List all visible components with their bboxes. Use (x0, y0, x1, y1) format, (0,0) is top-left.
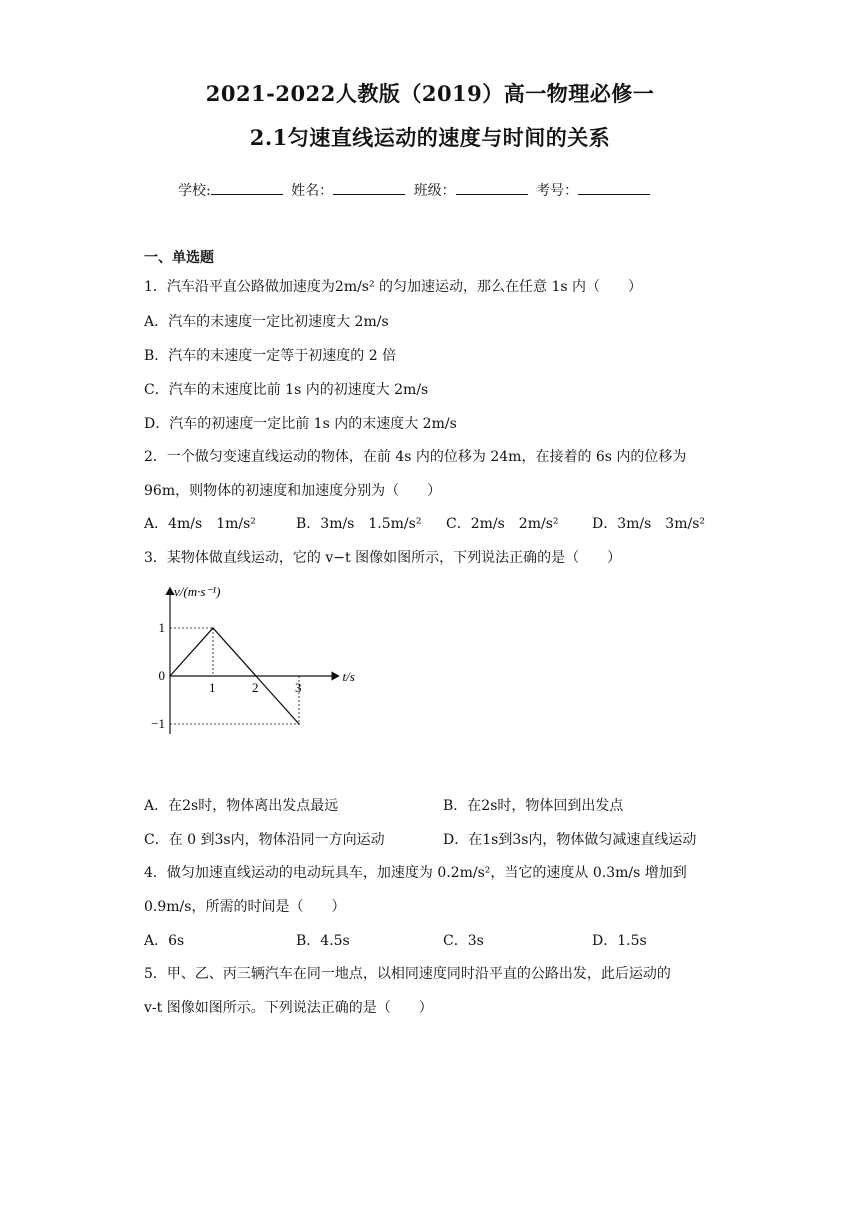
y-tick-label-2: −1 (151, 716, 165, 731)
school-label: 学校: (178, 183, 211, 199)
x-tick-label-1: 1 (209, 680, 216, 695)
class-blank[interactable] (456, 182, 528, 195)
class-label: 班级： (413, 183, 456, 199)
student-info-line (178, 180, 654, 200)
exam-number-label: 考号： (536, 183, 579, 199)
q1-option-a: A．汽车的末速度一定比初速度大 2m/s (144, 314, 389, 330)
y-axis-label: v/(m·s⁻¹) (174, 584, 221, 599)
q2-option-d: D．3m/s 3m/s² (592, 516, 706, 532)
x-tick-label-3: 3 (295, 680, 302, 695)
q1-option-d: D．汽车的初速度一定比前 1s 内的末速度大 2m/s (144, 416, 457, 432)
y-tick-label-1: 0 (158, 668, 165, 683)
q2-option-b: B．3m/s 1.5m/s² (296, 516, 422, 532)
document-subtitle: 2.1匀速直线运动的速度与时间的关系 (249, 125, 611, 150)
q3-stem: 3．某物体做直线运动，它的 v−t 图像如图所示，下列说法正确的是（ ） (144, 550, 622, 566)
q5-stem-line2: v-t 图像如图所示。下列说法正确的是（ ） (144, 1000, 433, 1016)
name-label: 姓名： (291, 183, 334, 199)
name-blank[interactable] (333, 182, 405, 195)
data-point-3 (298, 723, 300, 725)
data-point-0 (169, 675, 171, 677)
q3-option-a: A．在2s时，物体离出发点最远 (144, 798, 339, 814)
x-tick-label-2: 2 (252, 680, 259, 695)
school-blank[interactable] (211, 182, 283, 195)
document-title: 2021-2022人教版（2019）高一物理必修一 (205, 81, 655, 106)
q4-option-b: B．4.5s (296, 933, 350, 949)
q4-option-c: C．3s (443, 933, 484, 949)
q2-option-c: C．2m/s 2m/s² (446, 516, 559, 532)
q2-stem-line2: 96m，则物体的初速度和加速度分别为（ ） (144, 483, 442, 499)
q4-stem-line1: 4．做匀加速直线运动的电动玩具车，加速度为 0.2m/s²，当它的速度从 0.3m/s 增加到 (144, 865, 687, 881)
q3-option-d: D．在1s到3s内，物体做匀减速直线运动 (443, 832, 697, 848)
q4-stem-line2: 0.9m/s，所需的时间是（ ） (144, 899, 346, 915)
x-axis-label: t/s (342, 669, 355, 684)
section-title: 一、单选题 (144, 250, 214, 266)
q2-stem-line1: 2．一个做匀变速直线运动的物体，在前 4s 内的位移为 24m，在接着的 6s 内的位移为 (144, 449, 687, 465)
data-point-2 (255, 675, 257, 677)
q4-option-d: D．1.5s (592, 933, 647, 949)
q1-option-c: C．汽车的末速度比前 1s 内的初速度大 2m/s (144, 382, 429, 398)
y-tick-label-0: 1 (158, 620, 165, 635)
q3-option-c: C．在 0 到3s内，物体沿同一方向运动 (144, 832, 385, 848)
vt-chart (150, 580, 380, 750)
q1-stem: 1．汽车沿平直公路做加速度为2m/s² 的匀加速运动，那么在任意 1s 内（ ） (144, 279, 643, 295)
q2-option-a: A．4m/s 1m/s² (144, 516, 256, 532)
q5-stem-line1: 5．甲、乙、丙三辆汽车在同一地点，以相同速度同时沿平直的公路出发，此后运动的 (144, 966, 671, 982)
data-point-1 (212, 627, 214, 629)
q3-option-b: B．在2s时，物体回到出发点 (443, 798, 624, 814)
exam-number-blank[interactable] (578, 182, 650, 195)
q1-option-b: B．汽车的末速度一定等于初速度的 2 倍 (144, 348, 397, 364)
q4-option-a: A．6s (144, 933, 185, 949)
